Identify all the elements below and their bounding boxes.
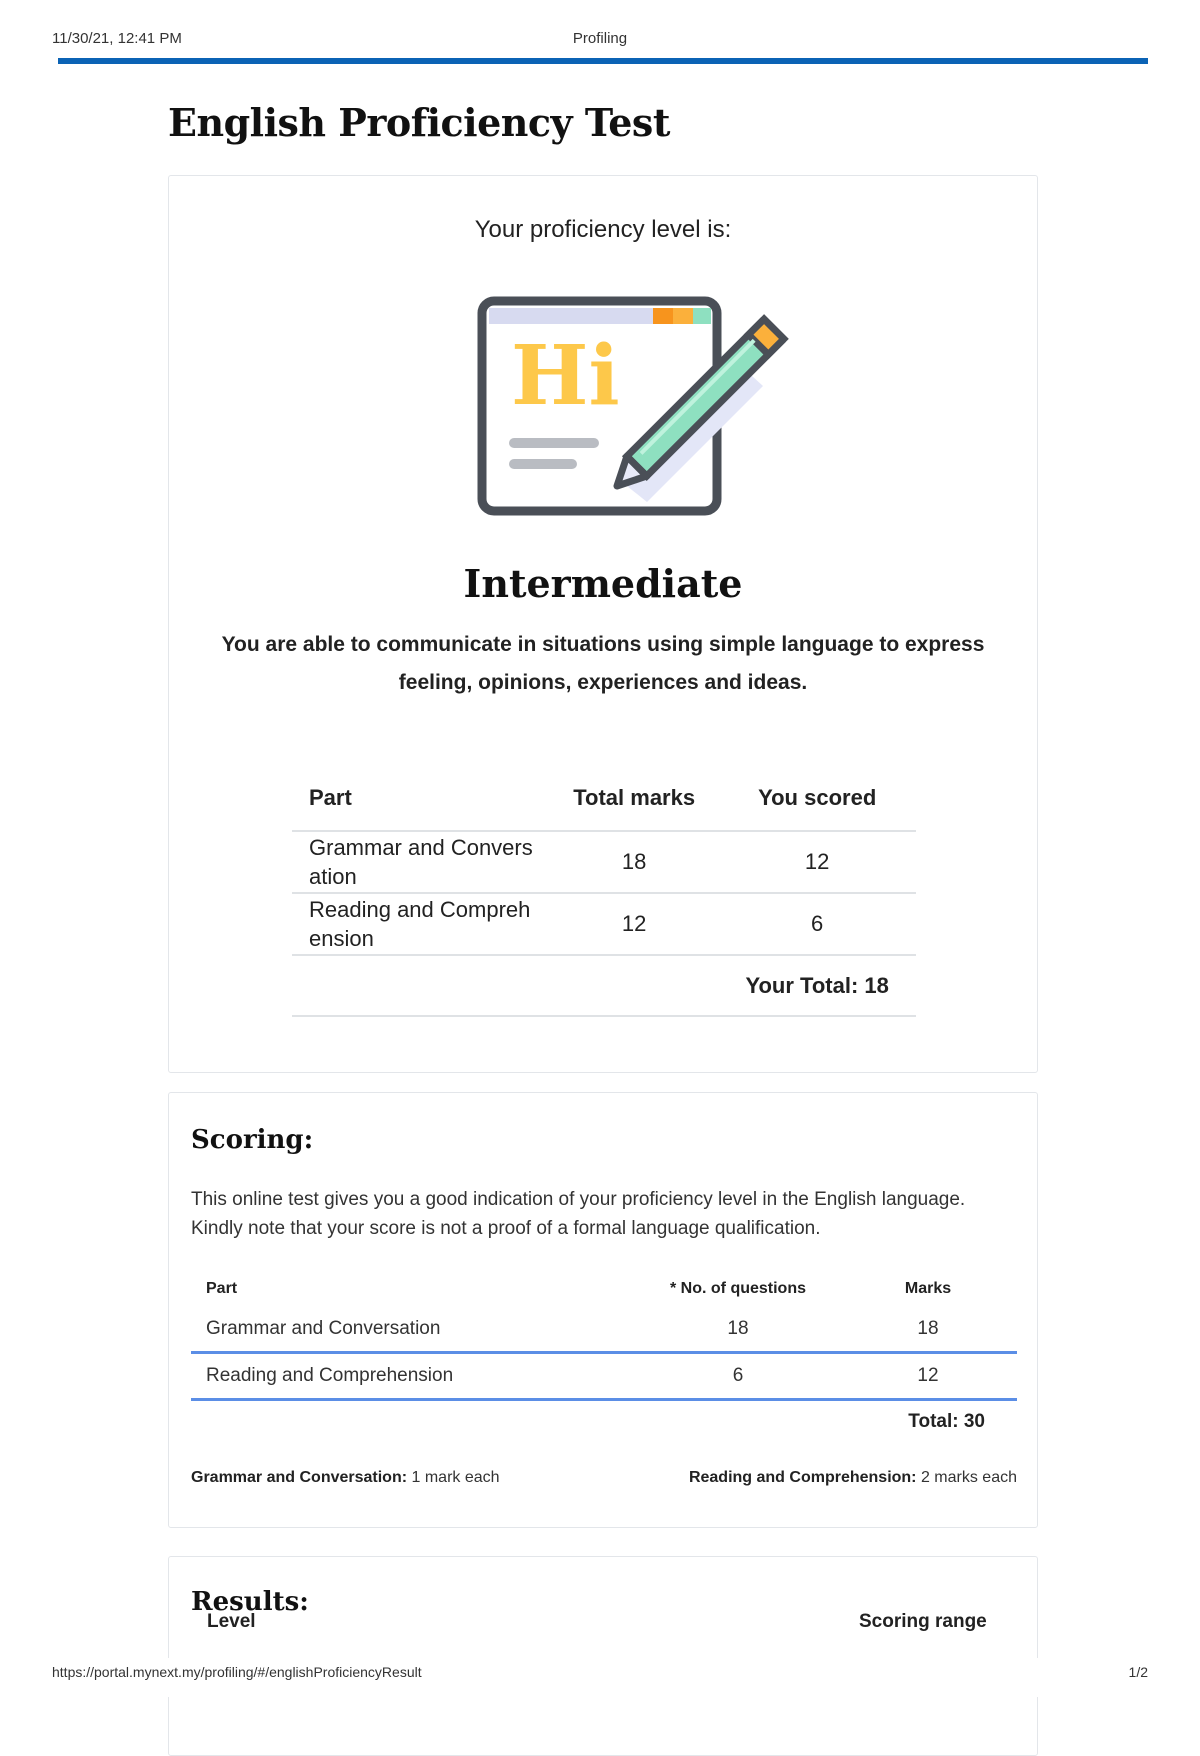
marks-total: Total: 30 bbox=[908, 1411, 985, 1432]
row-total-marks: 12 bbox=[550, 893, 718, 955]
header-part: Part bbox=[292, 766, 550, 831]
note-label: Reading and Comprehension: bbox=[688, 1469, 917, 1486]
grammar-marks-note bbox=[191, 1469, 500, 1487]
header-part: Part bbox=[206, 1280, 238, 1297]
marks-table-header bbox=[191, 1271, 1017, 1307]
proficiency-level: Intermediate bbox=[463, 561, 743, 606]
your-total: Your Total: 18 bbox=[718, 955, 916, 1016]
row-score: 12 bbox=[718, 831, 916, 893]
level-description: You are able to communicate in situations using simple language to express feeling, opinions, experiences and ideas. bbox=[221, 633, 985, 694]
reading-marks-note bbox=[689, 1469, 1017, 1487]
scoring-title: Scoring: bbox=[191, 1125, 314, 1155]
table-row bbox=[292, 893, 916, 955]
table-row bbox=[191, 1307, 1017, 1353]
table-row bbox=[191, 1353, 1017, 1400]
row-part: Grammar and Convers ation bbox=[292, 831, 550, 893]
print-page-title: Profiling bbox=[572, 30, 628, 47]
row-score: 6 bbox=[718, 893, 916, 955]
results-card bbox=[168, 1556, 1038, 1756]
score-table bbox=[292, 766, 916, 1017]
row-marks: 12 bbox=[839, 1353, 1017, 1400]
print-header bbox=[52, 30, 1148, 50]
page-number: 1/2 bbox=[1128, 1664, 1148, 1680]
print-datetime: 11/30/21, 12:41 PM bbox=[52, 30, 182, 47]
row-part: Reading and Compreh ension bbox=[292, 893, 550, 955]
note-value: 1 mark each bbox=[407, 1469, 500, 1486]
writing-pencil-icon bbox=[477, 296, 807, 526]
note-value: 2 marks each bbox=[916, 1469, 1017, 1486]
score-table-header bbox=[292, 766, 916, 831]
header-you-scored: You scored bbox=[718, 766, 916, 831]
row-total-marks: 18 bbox=[550, 831, 718, 893]
note-label: Grammar and Conversation: bbox=[191, 1469, 408, 1486]
row-part: Reading and Comprehension bbox=[191, 1353, 637, 1400]
result-card bbox=[168, 175, 1038, 1073]
table-row bbox=[292, 831, 916, 893]
page-title: English Proficiency Test bbox=[168, 100, 670, 145]
print-footer bbox=[52, 1658, 1148, 1697]
row-part: Grammar and Conversation bbox=[191, 1307, 637, 1353]
header-scoring-range: Scoring range bbox=[859, 1611, 987, 1632]
header-level: Level bbox=[207, 1611, 256, 1632]
row-questions: 6 bbox=[637, 1353, 839, 1400]
accent-bar bbox=[58, 58, 1148, 64]
row-marks: 18 bbox=[839, 1307, 1017, 1353]
scoring-description: This online test gives you a good indication of your proficiency level in the English language. Kindly note that your score is not a proof of a formal language qualification. bbox=[191, 1189, 966, 1239]
results-title: Results: bbox=[191, 1587, 309, 1617]
header-marks: Marks bbox=[904, 1280, 952, 1297]
scoring-card bbox=[168, 1092, 1038, 1528]
row-questions: 18 bbox=[637, 1307, 839, 1353]
header-questions: * No. of questions bbox=[670, 1280, 806, 1297]
proficiency-label: Your proficiency level is: bbox=[474, 216, 732, 243]
marks-table bbox=[191, 1271, 1017, 1401]
hi-text: Hi bbox=[511, 328, 620, 424]
page-url: https://portal.mynext.my/profiling/#/englishProficiencyResult bbox=[52, 1664, 422, 1680]
table-row-total bbox=[292, 955, 916, 1016]
header-total-marks: Total marks bbox=[550, 766, 718, 831]
